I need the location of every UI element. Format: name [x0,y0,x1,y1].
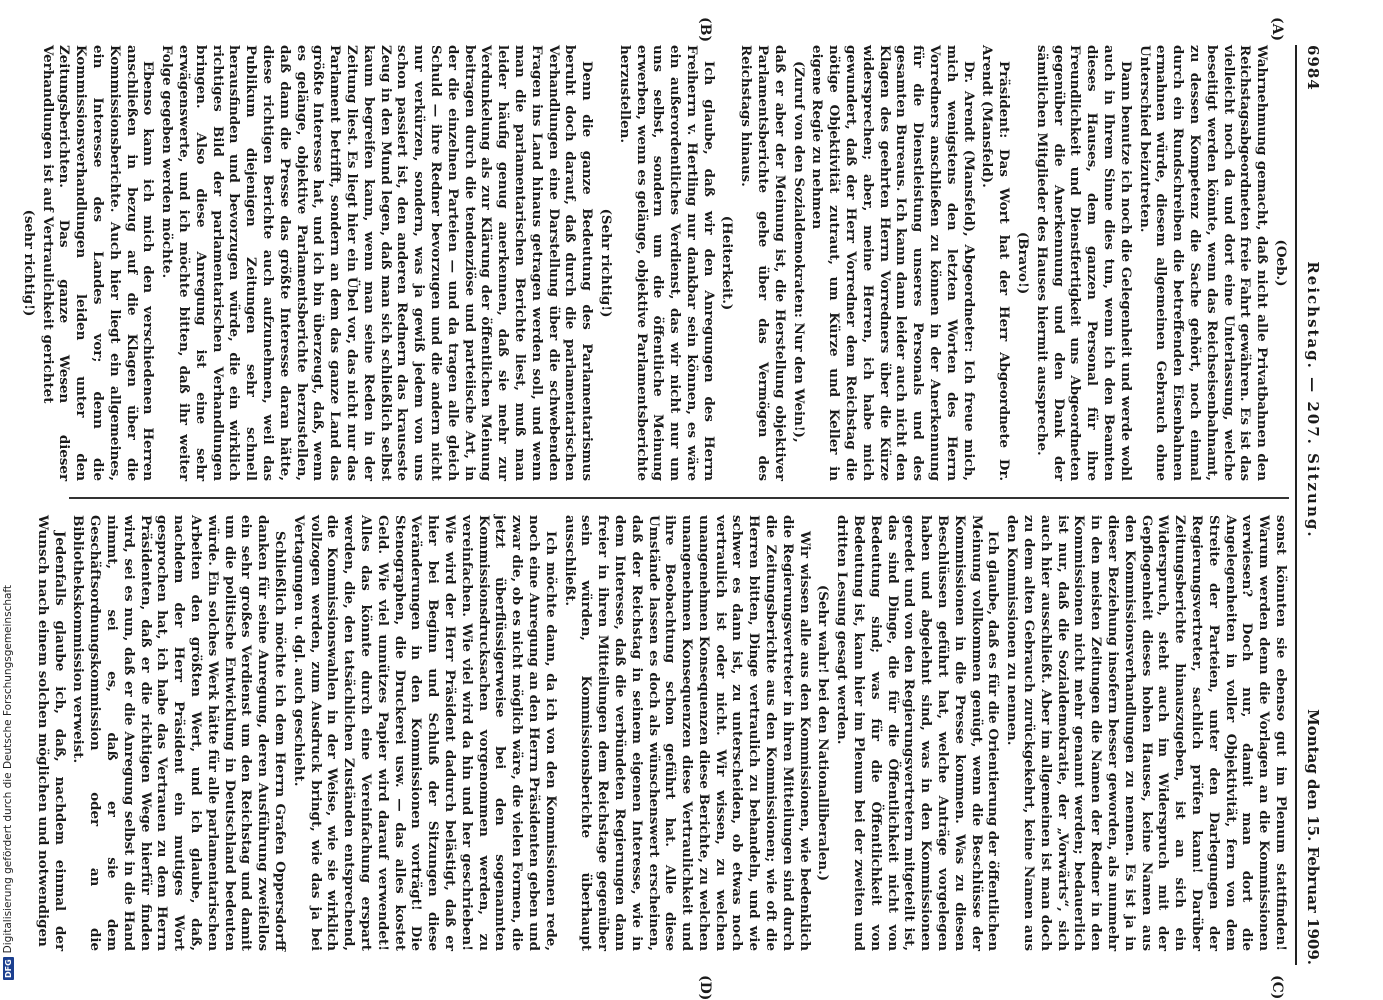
paragraph: Wahrnehmung gemacht, daß nicht alle Privatbahnen den Reichstagsabgeordneten freie Fahrt gewähren. Es ist das vielleicht noch da und dort eine Unterlassung, welche beseitigt werden könnte, wenn das Reichseisenbahnamt, zu dessen Kompetenz die Sache gehört, noch einmal durch ein Rundschreiben die betreffenden Eisenbahnen ermahnen würde, diesem allgemeinen Gebrauch ohne Unterschied beizutreten. [1136,45,1271,481]
session-date: Montag den 15. Februar 1909. [1304,709,1323,965]
margin-mark-b: (B) [697,17,713,43]
paragraph: (Heiterkeit.) [719,215,736,311]
paragraph: Ebenso kann ich mich den verschiedenen Herren anschließen in bezug auf die Klagen über die Kommissionsberichte. Auch hier liegt ein allgemeines, ein Interesse des Landes vor; denn die Kommissionsverhandlungen leiden unter den Zeitungsberichten. Das ganze Wesen dieser Verhandlungen ist auf Vertraulichkeit gerichtet [39,45,157,481]
page-header [1301,45,1325,965]
paragraph: Wir wissen alle aus den Kommissionen, wie bedenklich die Regierungsvertreter in ihren Mitteilungen sind durch die Zeitungsberichte aus den Kommissionen; wie oft die Herren bitten, Dinge vertraulich zu behandeln, und wie schwer es dann ist, zu unterscheiden, ob etwas noch vertraulich ist oder nicht. Wir wissen, zu welchen unangenehmen Konsequenzen diese Berichte, zu welchen unangenehmen Konsequenzen diese Vertraulichkeit und ihre Beobachtung schon geführt hat. Alle diese Umstände lassen es doch als wünschenswert erscheinen, daß der Reichstag in seinem eigenen Interesse, wie in dem Interesse, daß die verbündeten Regierungen dann freier in ihren Mitteilungen dem Reichstage gegenüber sein würden, Kommissionsberichte überhaupt ausschließt. [561,515,813,951]
margin-mark-c: (C) [1269,975,1285,1000]
paragraph: Ich glaube, daß es für die Orientierung der öffentlichen Meinung vollkommen genügt, wenn die Beschlüsse der Kommissionen in die Presse kommen. Was zu diesen Beschlüssen geführt hat, welche Anträge vorgelegen haben und abgelehnt sind, was in den Kommissionen geredet und von den Regierungsvertretern mitgeteilt ist, das sind Dinge, die für die Öffentlichkeit nicht von Bedeutung sind; was für die Öffentlichkeit von Bedeutung ist, kann hier im Plenum bei der zweiten und dritten Lesung gesagt werden. [834,515,1002,952]
paragraph: (Zuruf von den Sozialdemokraten: Nur den Wein!), [790,61,807,443]
paragraph: (Bravo!) [1015,231,1032,295]
paragraph: Jedenfalls glaube ich, daß, nachdem einmal der Wunsch nach einem solchen möglichen und notwendigen [34,515,68,951]
paragraph: daß er aber der Meinung ist, die Herstellung objektiver Parlamentsberichte gehe über das Vermögen des Reichstags hinaus. [738,45,788,481]
paragraph: Dann benutze ich noch die Gelegenheit und werde wohl auch in Ihrem Sinne dies tun, wenn ich den Beamten dieses Hauses, dem ganzen Personal für ihre Freundlichkeit und Dienstfertigkeit uns Abgeordneten gegenüber die Anerkennung und den Dank der sämtlichen Mitglieder des Hauses hiermit ausspreche. [1033,45,1134,481]
paragraph: Ich glaube, daß wir den Anregungen des Herrn Freiherrn v. Hertling nur dankbar sein können, es wäre ein außerordentliches Verdienst, das wir nicht nur um uns selbst, sondern um die öffentliche Meinung erwerben, wenn es gelänge, objektive Parlamentsberichte herzustellen. [616,45,717,481]
paragraph: Denn die ganze Bedeutung des Parlamentarismus beruht doch darauf, daß durch die parlamentarischen Verhandlungen eine Darstellung über die schwebenden Fragen ins Land hinaus getragen werden soll, und wenn man die parlamentarischen Berichte liest, muß man leider häufig genug anerkennen, daß sie mehr zur Verdunkelung als zur Klärung der öffentlichen Meinung beitragen durch die tendenziöse und parteiische Art, in der die einzelnen Parteien — und da tragen alle gleich Schuld — ihre Redner bevorzugen und die andern nicht nur verkürzen, sondern, was ja gewiß jedem von uns schon passiert ist, den anderen Rednern das krauseste Zeug in den Mund legen, daß man sich schließlich selbst kaum begreifen kann, wenn man seine Reden in der Zeitung liest. Es liegt hier ein Übel vor, das nicht nur das Parlament betrifft, sondern an dem das ganze Land das größte Interesse hat, und ich bin überzeugt, daß, wenn es gelänge, objektive Parlamentsberichte herzustellen, daß dann die Presse das größte Interesse daran hätte, diese richtigen Berichte auch aufzunehmen, weil das Publikum diejenigen Zeitungen sehr schnell herausfinden und bevorzugen würde, die ein wirklich richtiges Bild der parlamentarischen Verhandlungen bringen. Also diese Anregung ist eine sehr erwägenswerte, und ich möchte bitten, daß ihr weiter Folge gegeben werden möchte. [159,45,596,481]
running-title: Reichstag. — 207. Sitzung. [1304,261,1323,539]
page-number: 6984 [1304,45,1323,91]
paragraph: Ich möchte dann, da ich von den Kommissionen rede, noch eine Anregung an den Herrn Präsidenten geben und zwar die, ob es nicht möglich wäre, die vielen Formen, die jetzt überflüssigerweise bei den sogenannten Kommissionsdrucksachen vorgenommen werden, zu vereinfachen. Wie viel wird da hin und her geschrieben! Wie wird der Herr Präsident dadurch belästigt, daß er hier bei Beginn und Schluß der Sitzungen diese Veränderungen in den Kommissionen vorträgt! Die Stenographen, die Druckerei usw. — das alles kostet Geld. Wie viel unnützes Papier wird darauf verwendet! Alles das könnte durch eine Vereinfachung erspart werden, die, den tatsächlichen Zuständen entsprechend, die Kommissionswahlen in der Weise, wie sie wirklich vollzogen werden, zum Ausdruck bringt, wie das ja bei Vertagungen u. dgl. auch geschieht. [290,515,559,951]
margin-mark-a: (A) [1269,17,1285,42]
paragraph: (Oeb.) [1273,239,1289,287]
paragraph: Präsident: Das Wort hat der Herr Abgeordnete Dr. Arendt (Mansfeld). [979,45,1013,481]
rotated-text-block [20,17,1325,1000]
paragraph: (sehr richtig!) [20,209,37,317]
paragraph: sonst könnten sie ebenso gut im Plenum stattfinden! Warum werden denn die Vorlagen an die Kommissionen verwiesen? Doch nur, damit man dort die Angelegenheiten in voller Objektivität, fern von dem Streite der Parteien, unter den Darlegungen der Regierungsvertreter, sachlich prüfen kann! Darüber Zeitungsberichte hinauszugeben, ist an sich ein Widerspruch, steht auch im Widerspruch mit der Gepflogenheit dieses hohen Hauses, keine Namen aus den Kommissionsverhandlungen zu nennen. Es ist ja in dieser Beziehung insofern besser geworden, als nunmehr in den meisten Zeitungen die Namen der Redner in den Kommissionen nicht mehr genannt werden; bedauerlich ist nur, daß die Sozialdemokratie, der „Vorwärts“, sich auch hier ausschließt. Aber im allgemeinen ist man doch zu dem alten Gebrauch zurückgekehrt, keine Namen aus den Kommissionen zu nennen. [1004,515,1289,951]
paragraph: (Sehr richtig!) [597,208,614,318]
column-divider [69,497,1289,499]
dfg-logo: DFG [3,959,13,978]
credit-text: Digitalisierung gefördert durch die Deutsche Forschungsgemeinschaft [2,584,14,954]
paragraph: (Sehr wahr! bei den Nationalliberalen.) [815,584,832,882]
margin-mark-d: (D) [697,975,713,1000]
left-text-column [20,45,1289,481]
paragraph: Schließlich möchte ich dem Herrn Grafen Oppersdorff danken für seine Anregung, deren Ausführung zweifellos ein sehr großes Verdienst um den Reichstag und damit um die politische Entwicklung in Deutschland bedeuten würde. Ein solches Werk hätte für alle parlamentarischen Arbeiten den größten Wert, und ich glaube, daß, nachdem der Herr Präsident ein mutiges Wort gesprochen hat, ich habe das Vertrauen zu dem Herrn Präsidenten, daß er die richtigen Wege hierfür finden wird, sei es nun, daß er die Anregung selbst in die Hand nimmt, sei es, daß er sie dem Geschäftsordnungskommission oder an die Bibliothekskommission verweist. [70,515,288,951]
paragraph: Dr. Arendt (Mansfeld), Abgeordneter: Ich freue mich, mich wenigstens den letzten Worten des Herrn Vorredners anschließen zu können in der Anerkennung für die Dienstleistung unseres Personals und des gesamten Bureaus. Ich kann dann leider auch nicht den Klagen des geehrten Herrn Vorredners über die Kürze widersprechen; aber, meine Herren, ich habe mich gewundert, daß der Herr Vorredner dem Reichstag die nötige Objektivität zutraut, um Kürze und Keller in eigene Regie zu nehmen [809,45,977,481]
digitization-credit [2,585,14,980]
header-rule [1295,45,1297,965]
right-text-column [34,515,1289,952]
